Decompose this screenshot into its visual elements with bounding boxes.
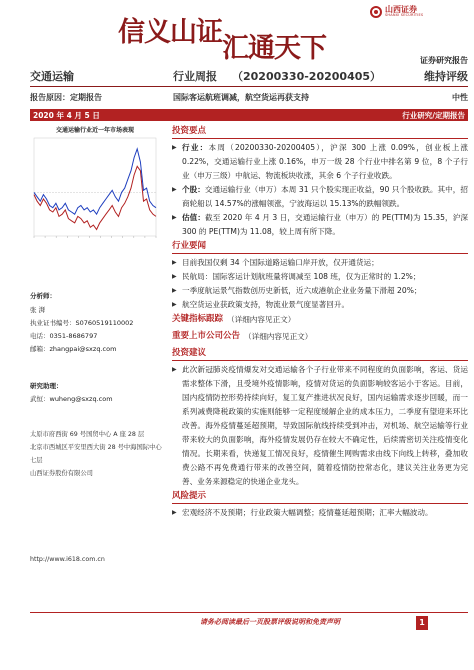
research-email-row: [30, 393, 160, 406]
news-text: 航空货运业获政策支持，物流业景气度显著回升。: [182, 300, 350, 309]
point-valuation: [172, 211, 468, 239]
point-industry-text: 本周（20200330-20200405），沪深 300 上涨 0.09%，创业板上涨 0.22%，交通运输行业上涨 0.16%，申万一级 28 个行业中排名第 9 位，8 个子行业（申万三级）中航运、物流板块收涨，其余 6 个子行业收跌。: [182, 143, 468, 180]
industry-name: 交通运输: [30, 70, 74, 83]
bullet-icon: ▶: [172, 287, 177, 294]
research-name: 武恒：: [30, 395, 50, 403]
bullet-icon: ▶: [172, 509, 177, 516]
point-stocks-text: 交通运输行业（申万）本周 31 只个股实现正收益，90 只个股收跌。其中，招商轮船以 14.57%的涨幅领涨，宁波海运以 15.13%的跌幅领跌。: [182, 185, 468, 208]
logo-cn: 山西证券: [385, 5, 417, 15]
header-divider: [30, 86, 468, 87]
left-column: [30, 124, 160, 246]
logo-emblem-icon: [370, 6, 382, 18]
main-content: [172, 124, 468, 520]
news-item: [172, 298, 468, 312]
research-email[interactable]: wuheng@sxzq.com: [49, 395, 113, 403]
risk-paragraph: [172, 506, 468, 520]
report-category: 行业研究/定期报告: [402, 111, 465, 120]
point-valuation-label: 估值：: [182, 213, 206, 222]
report-reason: 报告原因：定期报告: [30, 93, 102, 102]
key-indicators-note: （详细内容见正文）: [227, 315, 296, 324]
report-date: 2020 年 4 月 5 日: [33, 111, 100, 120]
rating-value: 中性: [452, 93, 468, 102]
news-text: 民航局：国际客运计划航班量将调减至 108 班，仅为正常时的 1.2%；: [182, 272, 421, 281]
research-heading: 研究助理：: [30, 382, 63, 390]
company-name: 山西证券股份有限公司: [30, 470, 93, 477]
news-item: [172, 256, 468, 270]
company-address: [30, 428, 164, 480]
date-bar: [30, 109, 468, 121]
section-investment-advice: 投资建议: [172, 346, 468, 361]
slogan: [118, 10, 326, 64]
analyst-info: [30, 290, 160, 356]
bullet-icon: ▶: [172, 366, 177, 373]
report-type: 证券研究报告: [420, 56, 468, 65]
analyst-name: 张 湃: [30, 306, 46, 314]
chart-title: 交通运输行业近一年市场表现: [55, 127, 134, 134]
slogan-part2: 汇通天下: [222, 33, 326, 64]
analyst-cert: 执业证书编号：S0760519110002: [30, 319, 134, 327]
rating-label: 维持评级: [424, 70, 468, 83]
chart-series-line-0: [34, 166, 156, 229]
bullet-icon: ▶: [172, 214, 177, 221]
bullet-icon: ▶: [172, 273, 177, 280]
report-kind: 行业周报: [173, 70, 217, 83]
chart-series-line-1: [34, 149, 156, 214]
news-item: [172, 270, 468, 284]
key-indicators-title: 关键指标跟踪: [172, 314, 224, 324]
analyst-heading: 分析师：: [30, 292, 56, 300]
page-number: 1: [416, 616, 428, 630]
bullet-icon: ▶: [172, 259, 177, 266]
analyst-phone: 电话：0351-8686797: [30, 332, 98, 340]
news-text: 一季度航运景气指数创历史新低，近六成港航企业业务量下滑超 20%；: [182, 286, 422, 295]
company-announcements-title: 重要上市公司公告: [172, 331, 241, 341]
report-period: （20200330-20200405）: [232, 70, 382, 83]
section-key-indicators: [172, 312, 468, 327]
company-logo: [370, 4, 468, 20]
address-taiyuan: 太原市府西街 69 号国贸中心 A 座 28 层: [30, 431, 145, 438]
advice-text: 此次新冠肺炎疫情爆发对交通运输各个子行业带来不同程度的负面影响，客运、货运需求整体下滑，且受境外疫情影响，疫情对货运的负面影响较客运小于客运。目前，国内疫情防控形势持续向好，复工复产推进状况良好，国内运输需求逐步回暖，而一系列减费降税政策的实施则能够一定程度缓解企业的成本压力，二季度有望迎来环比改善。海外疫情蔓延超预期，导致国际航线持续受到冲击，对机场、航空运输等行业带来较大的负面影响，海外疫情发展仍存在较大不确定性，后续需密切关注疫情变化情况。长期来看，快递复工情况良好，疫情催生网购需求由线下向线上转移，叠加收费公路不再免费通行带来的改善空间，随着疫情防控常态化，建议关注业务更为完善、业务来源稳定的快递企业龙头。: [182, 365, 468, 486]
point-stocks-label: 个股：: [182, 185, 205, 194]
advice-paragraph: [172, 363, 468, 489]
point-industry-label: 行业：: [182, 143, 209, 152]
logo-en: SHANXI SECURITIES: [385, 13, 424, 18]
section-risk-warning: 风险提示: [172, 489, 468, 504]
header-row-main: [30, 68, 468, 84]
section-investment-points: 投资要点: [172, 124, 468, 139]
point-industry: [172, 141, 468, 183]
point-valuation-text: 截至 2020 年 4 月 3 日，交通运输行业（申万）的 PE(TTM)为 15.35，沪深 300 的 PE(TTM)为 11.08，较上周有所下降。: [182, 213, 468, 236]
footer-disclaimer: 请务必阅读最后一页股票评级说明和免责声明: [200, 618, 340, 626]
risk-text: 宏观经济不及预期；行业政策大幅调整；疫情蔓延超预期；汇率大幅波动。: [182, 508, 433, 517]
bullet-icon: ▶: [172, 186, 177, 193]
analyst-email-label: 邮箱：: [30, 345, 50, 353]
company-website[interactable]: http://www.i618.com.cn: [30, 556, 105, 563]
news-text: 目前我国仅剩 34 个国际道路运输口岸开放，仅开通货运；: [182, 258, 379, 267]
report-headline: 国际客运航班调减，航空货运再获支持: [173, 93, 309, 102]
market-chart-svg: [30, 134, 160, 246]
analyst-email[interactable]: zhangpai@sxzq.com: [49, 345, 117, 353]
market-chart: [30, 134, 160, 246]
research-assistant: [30, 380, 160, 406]
bullet-icon: ▶: [172, 301, 177, 308]
point-stocks: [172, 183, 468, 211]
bullet-icon: ▶: [172, 144, 177, 151]
company-announcements-note: （详细内容见正文）: [244, 332, 313, 341]
section-company-announcements: [172, 329, 468, 344]
section-industry-news: 行业要闻: [172, 239, 468, 254]
analyst-email-row: [30, 343, 160, 356]
page-footer: [30, 612, 468, 628]
slogan-part1: 信义山证: [118, 17, 222, 48]
header-row-sub: [30, 92, 468, 106]
address-beijing: 北京市西城区平安里西大街 28 号中海国际中心七层: [30, 444, 162, 464]
news-item: [172, 284, 468, 298]
